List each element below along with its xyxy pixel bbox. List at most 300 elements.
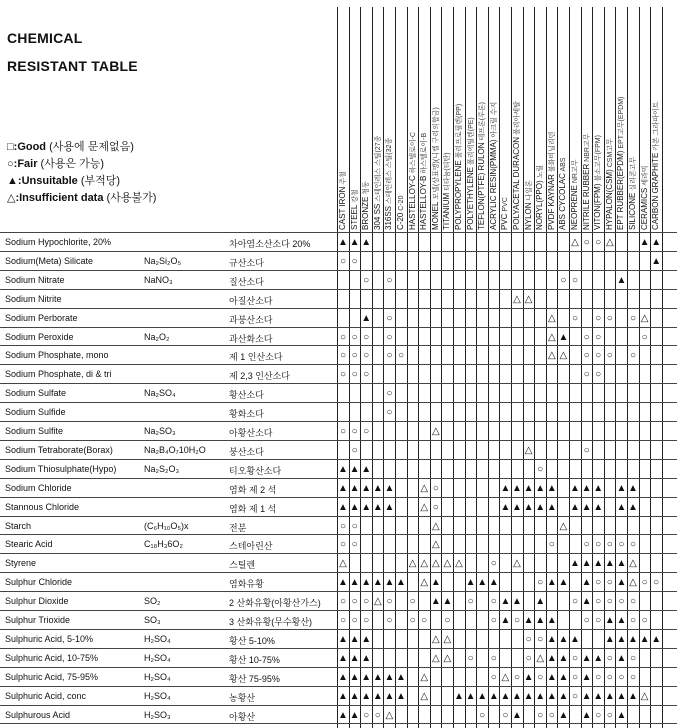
rating-symbol: ○ (629, 312, 637, 324)
rating-symbol: △ (524, 444, 533, 456)
column-header (500, 197, 510, 230)
column-header-en: VITON(FPM) (593, 183, 603, 230)
rating-symbol: ○ (537, 709, 544, 721)
rating-symbol: ▲ (581, 501, 592, 513)
rating-symbol: ▲ (361, 577, 372, 589)
column-header-en: PVC (500, 213, 510, 230)
rating-symbol: ▲ (604, 633, 615, 645)
legend-label: Unsuitable (21, 175, 81, 187)
rating-symbol: ○ (502, 709, 509, 721)
column-header-en: 304 SS (372, 203, 382, 230)
rating-symbol: ○ (606, 577, 613, 589)
rating-symbol: ○ (467, 596, 474, 608)
rating-symbol: ▲ (628, 633, 638, 645)
rating-symbol: ○ (386, 596, 393, 608)
column-divider (662, 7, 663, 728)
rating-symbol: △ (420, 482, 429, 494)
rating-symbol: ▲ (523, 501, 534, 513)
row-chemical-name: Sulphuric Acid, conc (5, 690, 87, 701)
rating-symbol: ○ (571, 274, 579, 286)
rating-symbol: ○ (595, 596, 602, 608)
column-header-en: BRONZE (361, 196, 371, 230)
row-formula: H₂SO₄ (144, 671, 171, 682)
rating-symbol: ▲ (570, 482, 580, 494)
rating-symbol: ○ (386, 350, 393, 362)
column-header-en: MONEL (430, 201, 440, 230)
row-chemical-name: Sodium Hypochlorite, 20% (5, 237, 112, 247)
rating-symbol: ▲ (604, 690, 615, 702)
rating-symbol: ▲ (465, 690, 476, 702)
row-korean-name: 규산소다 (229, 257, 264, 268)
rating-symbol: ○ (595, 539, 602, 551)
rating-symbol: ▲ (628, 690, 638, 702)
rating-symbol: △ (431, 426, 440, 437)
rating-symbol: △ (547, 331, 556, 343)
column-header-ko: 노릴 (537, 164, 545, 181)
column-header (454, 104, 464, 230)
rating-symbol: ▲ (616, 709, 627, 721)
legend-item (7, 172, 120, 188)
row-chemical-name: Stearic Acid (5, 539, 53, 550)
row-korean-name: 스테아린산 (229, 541, 273, 552)
rating-symbol: △ (455, 558, 463, 570)
rating-symbol: ▲ (546, 652, 557, 664)
rating-symbol: △ (431, 633, 440, 645)
column-header-en: STEEL (349, 204, 359, 230)
rating-symbol: △ (559, 350, 568, 362)
rating-symbol: ○ (432, 482, 439, 494)
rating-symbol: ▲ (581, 596, 592, 608)
row-rule (0, 667, 677, 668)
rating-symbol: ○ (339, 331, 347, 343)
rating-symbol: ○ (351, 615, 358, 626)
legend-korean: (사용은 가능) (40, 158, 105, 170)
title-line-1: CHEMICAL (7, 30, 83, 46)
rating-symbol: ○ (339, 596, 347, 608)
row-rule (0, 402, 677, 403)
rating-symbol: △ (605, 237, 614, 248)
rating-symbol: ▲ (384, 482, 395, 494)
column-header (466, 117, 476, 230)
rating-symbol: ▲ (396, 577, 406, 589)
rating-symbol: ▲ (628, 501, 638, 513)
row-korean-name: 황산 5-10% (229, 635, 275, 646)
column-header-en: C-20 (396, 212, 405, 230)
rating-symbol: ○ (583, 615, 590, 626)
column-header-en: HASTELLOY-B (419, 175, 429, 230)
rating-symbol: ○ (606, 671, 613, 683)
rating-symbol: ▲ (558, 671, 569, 683)
column-header-en: NORYL(PPO) (535, 180, 545, 230)
row-rule (0, 327, 677, 328)
rating-symbol: ○ (386, 388, 393, 400)
rating-symbol: ▲ (570, 633, 580, 645)
rating-symbol: ○ (339, 426, 347, 437)
row-chemical-name: Stannous Chloride (5, 501, 80, 512)
rating-symbol: ○ (363, 426, 370, 437)
rating-symbol: ▲ (465, 577, 476, 589)
row-korean-name: 아황산 (229, 711, 256, 722)
rating-symbol: ▲ (558, 331, 569, 343)
row-korean-name: 황산소다 (229, 390, 264, 401)
rating-symbol: ○ (421, 615, 428, 626)
column-header-ko: 불화비닐리덴 (548, 131, 556, 175)
row-chemical-name: Sodium Chloride (5, 482, 72, 493)
rating-symbol: ▲ (593, 690, 604, 702)
row-korean-name: 염화유황 (229, 579, 264, 590)
rating-symbol: △ (536, 652, 545, 664)
rating-symbol: ○ (606, 312, 613, 324)
column-header-en: NYLON (523, 202, 533, 230)
rating-symbol: △ (339, 558, 347, 570)
column-header-ko: 스테인레스 스틸(32종 (386, 137, 394, 206)
row-chemical-name: Sulphur Trioxide (5, 615, 71, 625)
rating-symbol: ○ (351, 596, 358, 608)
rating-symbol: ○ (618, 596, 625, 608)
rating-symbol: △ (443, 558, 452, 570)
rating-symbol: ▲ (349, 463, 360, 475)
rating-symbol: △ (547, 312, 556, 324)
rating-symbol: ▲ (500, 596, 511, 608)
rating-symbol: ○ (363, 596, 370, 608)
column-header (489, 102, 499, 230)
column-header-en: HYPALON(CSM) (604, 169, 614, 230)
rating-symbol: ○ (444, 615, 451, 626)
column-header-en: 316SS (384, 205, 394, 230)
column-header-ko: 모넬(상표명)(니켈 구리의합금) (432, 107, 440, 202)
rating-symbol: ○ (583, 539, 590, 551)
rating-symbol: ▲ (651, 237, 662, 248)
row-korean-name: 2 산화유황(아황산가스) (229, 598, 321, 609)
rating-symbol: ▲ (349, 577, 360, 589)
rating-symbol: ○ (386, 407, 393, 419)
rating-symbol: △ (373, 596, 382, 608)
rating-symbol: ○ (339, 369, 347, 381)
rating-symbol: ▲ (558, 633, 569, 645)
rating-symbol: ▲ (616, 501, 627, 513)
rating-symbol: ▲ (384, 501, 395, 513)
rating-symbol: ○ (583, 369, 590, 381)
column-header (628, 157, 638, 230)
rating-symbol: ▲ (338, 709, 348, 721)
rating-symbol: ○ (606, 596, 613, 608)
row-chemical-name: Sodium Sulfide (5, 407, 66, 418)
column-header-ko: 티타늄(티탄) (444, 152, 452, 193)
rating-symbol: ○ (595, 369, 602, 381)
column-header (605, 138, 615, 230)
column-divider (569, 7, 570, 728)
rating-symbol: △ (420, 577, 429, 589)
rating-symbol: ▲ (338, 482, 348, 494)
rating-symbol: ○ (513, 671, 521, 683)
rating-symbol: ○ (595, 671, 602, 683)
row-chemical-name: Sodium Phosphate, di & tri (5, 369, 112, 380)
rating-symbol: ○ (363, 350, 370, 362)
row-formula: Na₂B₄O₇10H₂O (144, 444, 206, 455)
rating-symbol: ○ (606, 539, 613, 551)
rating-symbol: ▲ (442, 596, 453, 608)
rating-symbol: ▲ (581, 652, 592, 664)
row-chemical-name: Sodium Peroxide (5, 331, 74, 342)
row-korean-name: 스틸렌 (229, 560, 256, 571)
rating-symbol: ▲ (512, 596, 522, 608)
column-header-en: CERAMICS (639, 187, 649, 230)
row-korean-name: 농황산 (229, 692, 256, 703)
rating-symbol: ○ (606, 652, 613, 664)
rating-symbol: ▲ (535, 615, 546, 626)
row-rule (0, 421, 677, 422)
rating-symbol: △ (420, 501, 429, 513)
rating-symbol: ○ (339, 350, 347, 362)
rating-symbol: ○ (363, 369, 370, 381)
rating-symbol: ▲ (558, 577, 569, 589)
rating-symbol: ○ (548, 539, 555, 551)
rating-symbol: ▲ (581, 709, 592, 721)
row-rule (0, 610, 677, 611)
rating-symbol: ▲ (349, 482, 360, 494)
rating-symbol: ▲ (593, 482, 604, 494)
rating-symbol: ▲ (372, 482, 383, 494)
rating-symbol: △ (571, 237, 579, 248)
rating-symbol: ○ (409, 596, 416, 608)
rating-symbol: ▲ (500, 482, 511, 494)
row-korean-name: 염화 제 1 석 (229, 503, 277, 514)
legend-korean: (부적당) (80, 175, 121, 187)
rating-symbol: ○ (490, 652, 497, 664)
rating-symbol: ▲ (488, 577, 499, 589)
row-chemical-name: Sulphuric Acid, 10-75% (5, 652, 99, 663)
column-header (651, 101, 661, 230)
rating-symbol: ▲ (546, 615, 557, 626)
column-header (419, 133, 429, 230)
row-formula: Na₂O₂ (144, 331, 170, 342)
rating-symbol: ○ (629, 539, 637, 551)
column-header-en: HASTELLOY-C (407, 175, 417, 230)
column-header (396, 196, 406, 230)
column-divider (465, 7, 466, 728)
rating-symbol: △ (559, 520, 568, 532)
row-rule (0, 308, 677, 309)
row-chemical-name: Sodium Nitrate (5, 274, 65, 285)
column-header-ko: 하스텔로이-C (409, 132, 417, 176)
row-chemical-name: Sulphuric Acid, 75-95% (5, 671, 99, 682)
rating-symbol: ▲ (581, 482, 592, 494)
column-header (431, 107, 441, 230)
column-header (616, 97, 626, 230)
row-formula: Na₂SO₄ (144, 388, 176, 399)
rating-symbol: ▲ (535, 482, 546, 494)
row-chemical-name: Sodium Perborate (5, 312, 78, 323)
rating-symbol: ○ (351, 369, 358, 381)
rating-symbol: ○ (595, 350, 602, 362)
rating-symbol: ○ (571, 652, 579, 664)
rating-symbol: ○ (583, 331, 590, 343)
column-header (640, 166, 650, 230)
rating-symbol: ▲ (523, 482, 534, 494)
row-chemical-name: Sulphuric Acid, 5-10% (5, 633, 94, 644)
rating-symbol: ▲ (604, 615, 615, 626)
rating-symbol: ○ (467, 652, 474, 664)
legend-symbol: □: (7, 141, 18, 153)
rating-symbol: ▲ (349, 690, 360, 702)
row-korean-name: 염화 제 2 석 (229, 484, 277, 495)
rating-symbol: ▲ (523, 615, 534, 626)
row-korean-name: 황산 10-75% (229, 654, 280, 665)
column-header-en: CAST IRON (338, 186, 347, 230)
rating-symbol: ▲ (512, 501, 522, 513)
row-korean-name: 아질산소다 (229, 295, 273, 306)
rating-symbol: ○ (560, 274, 567, 286)
rating-symbol: ▲ (639, 633, 650, 645)
row-chemical-name: Starch (5, 520, 32, 531)
rating-symbol: ▲ (570, 558, 580, 570)
row-formula: H₂SO₄ (144, 690, 171, 701)
rating-symbol: ○ (629, 350, 637, 362)
rating-symbol: ▲ (338, 671, 348, 683)
row-rule (0, 459, 677, 460)
rating-symbol: △ (443, 652, 452, 664)
rating-symbol: ▲ (384, 671, 395, 683)
row-rule (0, 553, 677, 554)
row-rule (0, 440, 677, 441)
row-chemical-name: Sulphur Chloride (5, 577, 73, 588)
legend-label: Insufficient data (19, 192, 107, 204)
rating-symbol: ▲ (581, 671, 592, 683)
row-korean-name: 황산 75-95% (229, 673, 280, 684)
column-header (373, 136, 383, 230)
row-rule (0, 345, 677, 346)
row-korean-name: 티오황산소다 (229, 465, 282, 476)
rating-symbol: ○ (525, 633, 532, 645)
column-header (570, 160, 580, 231)
rating-symbol: ▲ (593, 558, 604, 570)
rating-symbol: ▲ (372, 690, 383, 702)
column-header-en: CARBON GRAPHITE (651, 152, 661, 230)
rating-symbol: ▲ (546, 690, 557, 702)
rating-symbol: △ (501, 671, 510, 683)
rating-symbol: ○ (397, 350, 405, 362)
rating-symbol: △ (513, 558, 521, 570)
rating-symbol: ○ (537, 463, 544, 475)
rating-symbol: ▲ (500, 501, 511, 513)
column-header-ko: 폴리아세탈 (514, 101, 521, 137)
legend-label: Good (17, 141, 50, 153)
rating-symbol: ○ (363, 615, 370, 626)
rating-symbol: △ (629, 558, 637, 570)
rating-symbol: ○ (595, 615, 602, 626)
rating-symbol: ▲ (372, 501, 383, 513)
rating-symbol: ▲ (349, 671, 360, 683)
column-header-en: ABS CYCOLAC (558, 173, 568, 230)
rating-symbol: ▲ (384, 577, 395, 589)
column-header (384, 138, 394, 230)
column-header-en: ACRYLIC RESIN(PMMA) (488, 139, 498, 230)
rating-symbol: ▲ (338, 652, 348, 664)
rating-symbol: ▲ (616, 690, 627, 702)
column-header-ko: 불소고무(FPM) (595, 135, 603, 184)
rating-symbol: ▲ (338, 501, 348, 513)
rating-symbol: ▲ (558, 690, 569, 702)
row-formula: SO₃ (144, 615, 161, 625)
rating-symbol: ▲ (338, 633, 348, 645)
rating-symbol: ○ (351, 331, 358, 343)
row-formula: (C₆H₁₀O₅)x (144, 520, 189, 531)
rating-symbol: ▲ (570, 501, 580, 513)
rating-symbol: ○ (339, 615, 347, 626)
rating-symbol: ○ (351, 539, 358, 551)
column-header (338, 171, 348, 230)
row-korean-name: 차아염소산소다 20% (229, 239, 311, 249)
row-formula: Na₂S₂O₃ (144, 463, 180, 474)
rating-symbol: ▲ (430, 596, 441, 608)
rating-symbol: ▲ (361, 237, 372, 248)
row-formula: NaNO₃ (144, 274, 173, 285)
row-rule (0, 383, 677, 384)
rating-symbol: ▲ (651, 633, 662, 645)
column-header-ko: ABS (560, 157, 568, 174)
rating-symbol: ○ (595, 331, 602, 343)
column-header-ko: NR고무 (572, 159, 579, 186)
rating-symbol: ○ (363, 709, 370, 721)
row-rule (0, 478, 677, 479)
column-header-ko: CSM고무 (606, 138, 614, 170)
rating-symbol: ▲ (593, 501, 604, 513)
row-korean-name: 3 산화유황(무수황산) (229, 617, 313, 627)
legend-symbol: △: (7, 192, 20, 204)
rating-symbol: ○ (525, 652, 532, 664)
rating-symbol: ○ (583, 237, 590, 248)
rating-symbol: ○ (351, 444, 358, 456)
row-chemical-name: Sodium Nitrite (5, 293, 62, 304)
rating-symbol: ○ (351, 426, 358, 437)
row-rule (0, 289, 677, 290)
column-header-en: EPT RUBBER(EPDM) (616, 150, 626, 230)
rating-symbol: △ (420, 671, 429, 683)
column-header (442, 152, 452, 230)
row-rule (0, 723, 677, 724)
row-chemical-name: Sodium Thiosulphate(Hypo) (5, 463, 117, 474)
rating-symbol: ▲ (616, 633, 627, 645)
rating-symbol: ▲ (384, 690, 395, 702)
row-formula: Na₂SO₃ (144, 426, 176, 436)
rating-symbol: ▲ (338, 463, 348, 475)
rating-symbol: ○ (571, 312, 579, 324)
legend-symbol: ▲: (7, 175, 22, 187)
rating-symbol: ▲ (361, 482, 372, 494)
rating-symbol: ○ (571, 596, 579, 608)
rating-symbol: ▲ (349, 652, 360, 664)
row-formula: C₁₈H₃6O₂ (144, 539, 183, 550)
rating-symbol: ○ (641, 331, 648, 343)
row-rule (0, 629, 677, 630)
rating-symbol: ○ (606, 350, 613, 362)
column-header (350, 189, 360, 230)
column-header (547, 132, 557, 230)
rating-symbol: ○ (618, 671, 625, 683)
rating-symbol: ○ (351, 520, 358, 532)
rating-symbol: ▲ (523, 690, 534, 702)
row-chemical-name: Styrene (5, 558, 37, 569)
rating-symbol: ▲ (338, 690, 348, 702)
rating-symbol: ▲ (535, 690, 546, 702)
row-chemical-name: Sulphurous Acid (5, 709, 71, 720)
rating-symbol: ▲ (361, 690, 372, 702)
rating-symbol: △ (420, 690, 429, 702)
rating-symbol: ▲ (512, 709, 522, 721)
rating-symbol: ▲ (349, 709, 360, 721)
rating-symbol: ○ (537, 577, 544, 589)
column-header-en: TITANIUM (442, 192, 452, 230)
